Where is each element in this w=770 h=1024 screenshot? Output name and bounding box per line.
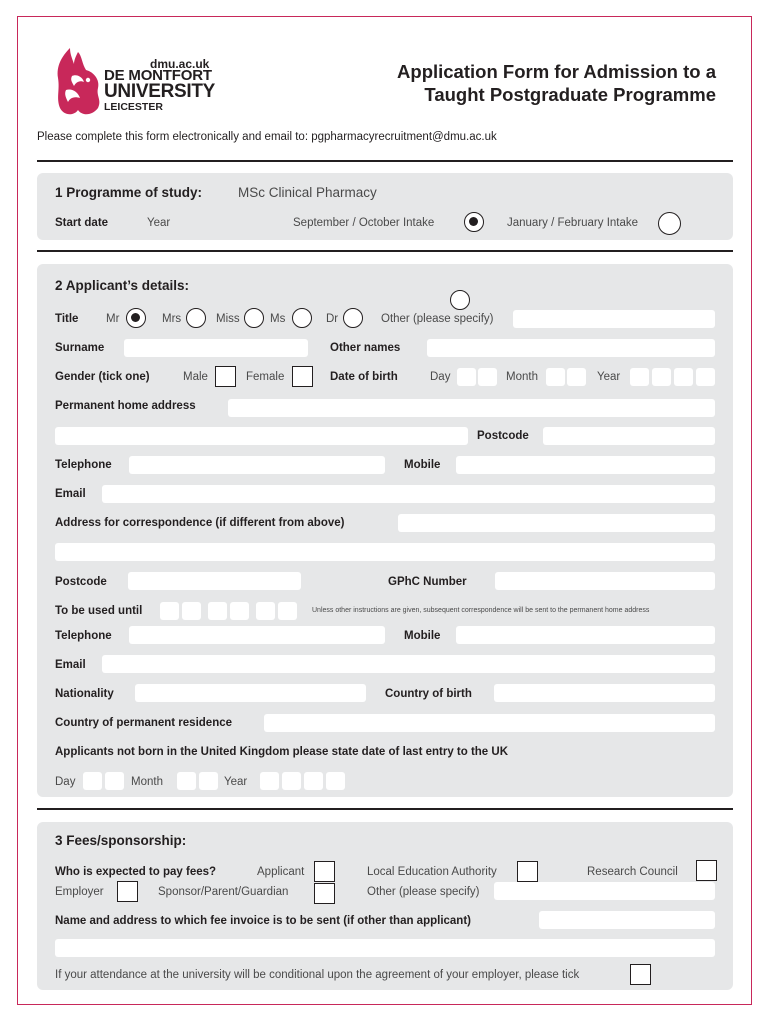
intake1-label: September / October Intake [293,217,435,229]
title-mrs-radio[interactable] [186,308,206,328]
intake2-radio[interactable] [658,212,681,235]
used-until-digit[interactable] [256,602,275,620]
corr-postcode-field[interactable] [128,572,301,590]
used-until-digit[interactable] [230,602,249,620]
payer-employer-checkbox[interactable] [117,881,138,902]
entry-day-digit[interactable] [83,772,102,790]
entry-date-note: Applicants not born in the United Kingdom please state date of last entry to the UK [55,746,509,758]
payer-applicant-checkbox[interactable] [314,861,335,882]
birth-country-field[interactable] [494,684,715,702]
title-other-label: Other (please specify) [381,313,494,325]
entry-day-label: Day [55,776,76,788]
header-url: dmu.ac.uk [150,57,210,71]
home-address-field[interactable] [228,399,715,417]
birth-country-label: Country of birth [385,688,472,700]
divider [37,808,733,810]
gender-label: Gender (tick one) [55,371,150,383]
corr-email-field[interactable] [102,655,715,673]
who-pays-label: Who is expected to pay fees? [55,866,217,878]
home-postcode-label: Postcode [477,430,529,442]
corr-mobile-field[interactable] [456,626,715,644]
telephone-field[interactable] [129,456,385,474]
dob-month-digit[interactable] [567,368,586,386]
dob-year-label: Year [597,371,621,383]
start-year-label: Year [147,217,171,229]
entry-month-digit[interactable] [177,772,196,790]
home-address-label: Permanent home address [55,400,196,412]
correspondence-note: Unless other instructions are given, subsequent correspondence will be sent to the permanent home address [312,607,650,614]
corr-postcode-label: Postcode [55,576,107,588]
form-title-line1: Application Form for Admission to a [397,61,716,82]
residence-label: Country of permanent residence [55,717,233,729]
form-title-line2: Taught Postgraduate Programme [424,84,716,105]
section3-heading: 3 Fees/sponsorship: [55,833,187,848]
payer-other-field[interactable] [494,882,715,900]
email-field[interactable] [102,485,715,503]
dob-month-label: Month [506,371,538,383]
gender-female-label: Female [246,371,285,383]
invoice-address-field[interactable] [539,911,715,929]
entry-year-digit[interactable] [304,772,323,790]
gphc-label: GPhC Number [388,576,467,588]
dob-year-digit[interactable] [674,368,693,386]
other-names-label: Other names [330,342,401,354]
email-label: Email [55,488,86,500]
title-label: Title [55,313,79,325]
used-until-digit[interactable] [278,602,297,620]
dob-month-digit[interactable] [546,368,565,386]
used-until-label: To be used until [55,605,143,617]
dob-year-digit[interactable] [652,368,671,386]
payer-applicant-label: Applicant [257,866,305,878]
dob-day-digit[interactable] [457,368,476,386]
title-mrs-label: Mrs [162,313,182,325]
section1-heading: 1 Programme of study: [55,185,203,200]
corr-mobile-label: Mobile [404,630,441,642]
nationality-field[interactable] [135,684,366,702]
payer-sponsor-label: Sponsor/Parent/Guardian [158,886,289,898]
other-names-field[interactable] [427,339,715,357]
dob-label: Date of birth [330,371,398,383]
divider [37,160,733,162]
invoice-address-field-2[interactable] [55,939,715,957]
title-miss-label: Miss [216,313,240,325]
dob-year-digit[interactable] [630,368,649,386]
title-mr-radio[interactable] [126,308,146,328]
university-name-line2: UNIVERSITY [104,81,216,102]
mobile-field[interactable] [456,456,715,474]
payer-employer-label: Employer [55,886,104,898]
residence-field[interactable] [264,714,715,732]
entry-year-digit[interactable] [260,772,279,790]
entry-year-label: Year [224,776,248,788]
payer-research-checkbox[interactable] [696,860,717,881]
entry-month-digit[interactable] [199,772,218,790]
gender-male-label: Male [183,371,208,383]
dob-day-digit[interactable] [478,368,497,386]
corr-address-label: Address for correspondence (if different from above) [55,517,345,529]
intake1-radio[interactable] [464,212,484,232]
invoice-address-label: Name and address to which fee invoice is to be sent (if other than applicant) [55,915,471,927]
intake2-label: January / February Intake [507,217,639,229]
corr-address-field-2[interactable] [55,543,715,561]
home-postcode-field[interactable] [543,427,715,445]
payer-research-label: Research Council [587,866,678,878]
surname-label: Surname [55,342,105,354]
dmu-lion-logo-icon [52,46,104,118]
payer-lea-label: Local Education Authority [367,866,497,878]
entry-year-digit[interactable] [282,772,301,790]
home-address-field-2[interactable] [55,427,468,445]
employer-agreement-note: If your attendance at the university will be conditional upon the agreement of your employer, please tick [55,969,580,981]
mobile-label: Mobile [404,459,441,471]
title-ms-radio[interactable] [292,308,312,328]
dob-day-label: Day [430,371,451,383]
used-until-digit[interactable] [208,602,227,620]
payer-lea-checkbox[interactable] [517,861,538,882]
title-miss-radio[interactable] [244,308,264,328]
section2-heading: 2 Applicant’s details: [55,278,190,293]
surname-field[interactable] [124,339,308,357]
email-instruction: Please complete this form electronically and email to: pgpharmacyrecruitment@dmu.ac.uk [37,131,497,143]
university-city: LEICESTER [104,101,163,113]
title-dr-radio[interactable] [343,308,363,328]
start-date-label: Start date [55,217,109,229]
gender-female-checkbox[interactable] [292,366,313,387]
university-name-line1: DE MONTFORT [104,67,212,84]
divider [37,250,733,252]
used-until-digit[interactable] [160,602,179,620]
title-ms-label: Ms [270,313,286,325]
title-other-field[interactable] [513,310,715,328]
corr-telephone-label: Telephone [55,630,112,642]
corr-address-field[interactable] [398,514,715,532]
entry-month-label: Month [131,776,163,788]
telephone-label: Telephone [55,459,112,471]
nationality-label: Nationality [55,688,114,700]
payer-other-label: Other (please specify) [367,886,480,898]
programme-value: MSc Clinical Pharmacy [238,185,377,200]
title-other-radio[interactable] [450,290,470,310]
employer-agreement-checkbox[interactable] [630,964,651,985]
gender-male-checkbox[interactable] [215,366,236,387]
title-dr-label: Dr [326,313,339,325]
dob-year-digit[interactable] [696,368,715,386]
corr-telephone-field[interactable] [129,626,385,644]
corr-email-label: Email [55,659,86,671]
entry-year-digit[interactable] [326,772,345,790]
entry-day-digit[interactable] [105,772,124,790]
title-mr-label: Mr [106,313,120,325]
used-until-digit[interactable] [182,602,201,620]
gphc-field[interactable] [495,572,715,590]
payer-sponsor-checkbox[interactable] [314,883,335,904]
